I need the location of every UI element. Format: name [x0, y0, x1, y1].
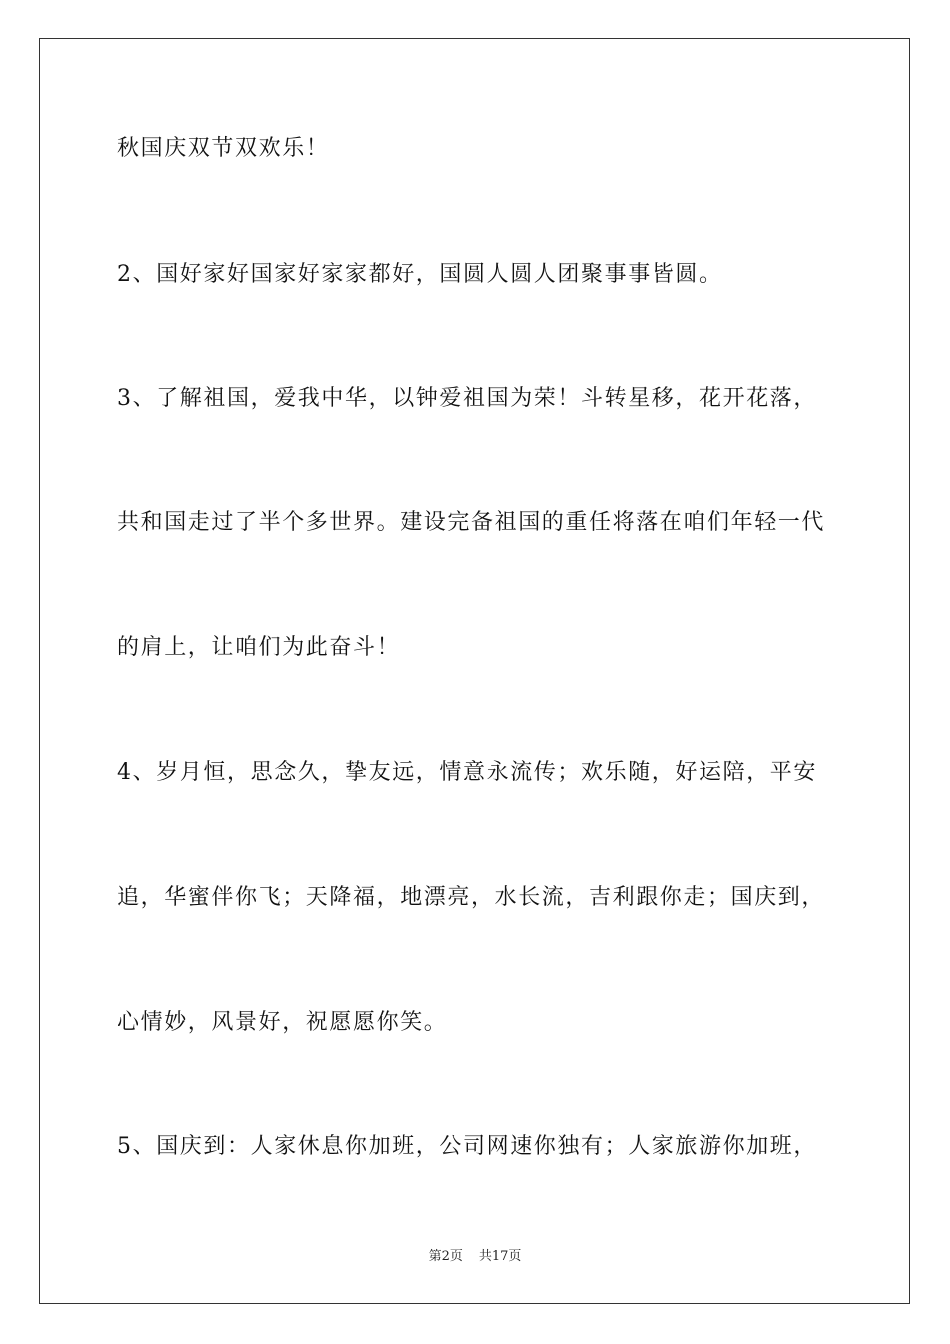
- text-line: 追，华蜜伴你飞；天降福，地漂亮，水长流，吉利跟你走；国庆到，: [117, 885, 826, 910]
- text-line: 的肩上，让咱们为此奋斗！: [117, 635, 401, 660]
- page-footer: [0, 1248, 950, 1266]
- text-line: 2、国好家好国家好家家都好，国圆人圆人团聚事事皆圆。: [117, 262, 723, 287]
- page-number: 第2页: [428, 1249, 463, 1264]
- page-frame: [39, 38, 910, 1304]
- text-line: 秋国庆双节双欢乐！: [117, 136, 330, 161]
- text-line: 5、国庆到：人家休息你加班，公司网速你独有；人家旅游你加班，: [117, 1134, 817, 1159]
- page-total: 共17页: [478, 1249, 522, 1264]
- text-line: 共和国走过了半个多世界。建设完备祖国的重任将落在咱们年轻一代: [117, 510, 826, 535]
- text-line: 4、岁月恒，思念久，挚友远，情意永流传；欢乐随，好运陪，平安: [117, 760, 817, 785]
- text-line: 心情妙，风景好，祝愿愿你笑。: [117, 1010, 448, 1035]
- text-line: 3、了解祖国，爱我中华，以钟爱祖国为荣！斗转星移，花开花落，: [117, 386, 817, 411]
